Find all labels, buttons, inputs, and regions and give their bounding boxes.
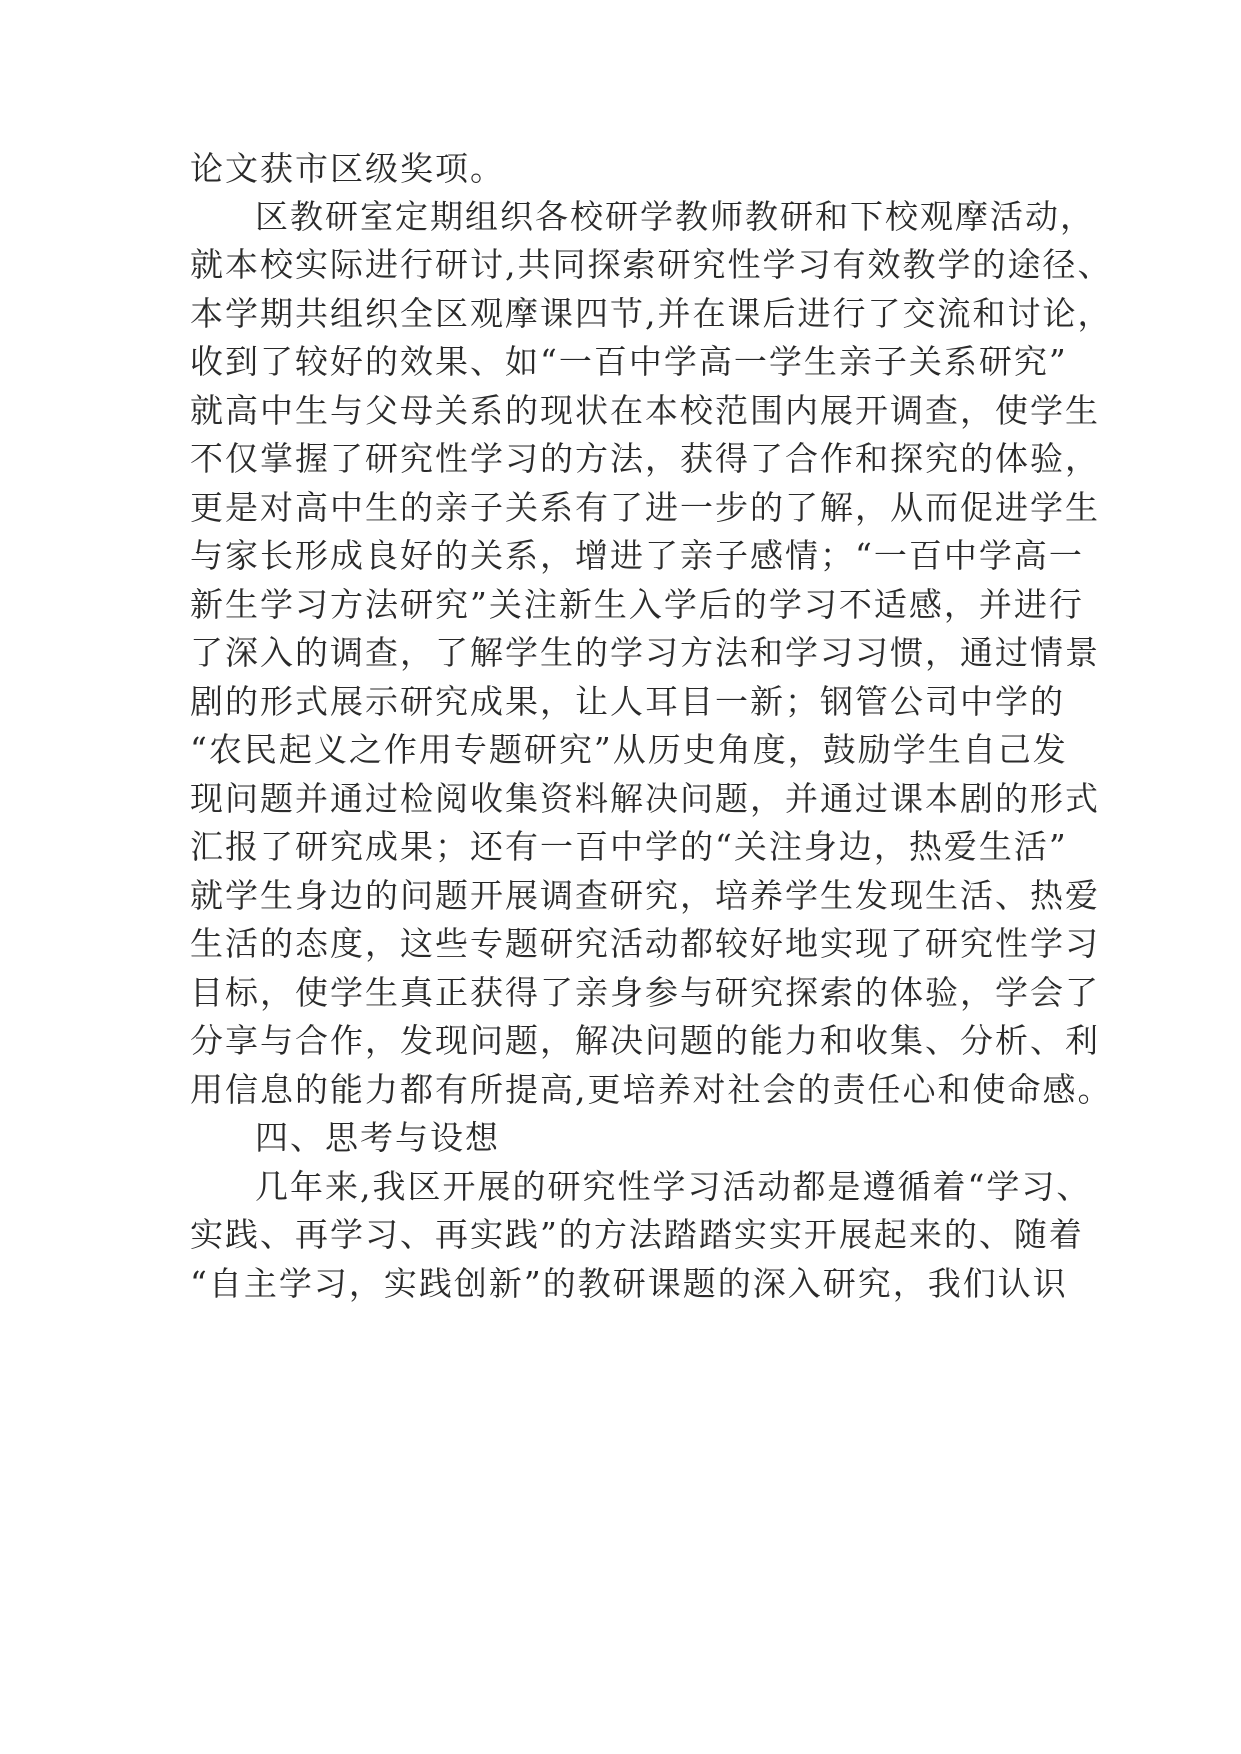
text-line: 论文获市区级奖项。 [190,149,505,188]
text-line: 不仅掌握了研究性学习的方法，获得了合作和探究的体验， [190,439,1100,478]
text-line: 了深入的调查，了解学生的学习方法和学习习惯，通过情景 [190,633,1100,672]
text-line: 就高中生与父母关系的现状在本校范围内展开调查，使学生 [190,391,1100,430]
paragraph-first-line: 区教研室定期组织各校研学教师教研和下校观摩活动， [255,197,1095,236]
text-line: 生活的态度，这些专题研究活动都较好地实现了研究性学习 [190,924,1100,963]
text-line: 就本校实际进行研讨,共同探索研究性学习有效教学的途径、 [190,245,1113,284]
text-line: “自主学习，实践创新”的教研课题的深入研究，我们认识 [190,1264,1068,1303]
text-line: 汇报了研究成果；还有一百中学的“关注身边，热爱生活” [190,827,1068,866]
text-line: 剧的形式展示研究成果，让人耳目一新；钢管公司中学的 [190,682,1065,721]
text-line: 新生学习方法研究”关注新生入学后的学习不适感，并进行 [190,585,1084,624]
section-heading: 四、思考与设想 [255,1118,500,1157]
text-line: 实践、再学习、再实践”的方法踏踏实实开展起来的、随着 [190,1215,1084,1254]
text-line: 收到了较好的效果、如“一百中学高一学生亲子关系研究” [190,342,1068,381]
text-line: 目标，使学生真正获得了亲身参与研究探索的体验，学会了 [190,973,1100,1012]
text-line: 用信息的能力都有所提高,更培养对社会的责任心和使命感。 [190,1070,1113,1109]
text-line: 本学期共组织全区观摩课四节,并在课后进行了交流和讨论， [190,294,1113,333]
text-line: 与家长形成良好的关系，增进了亲子感情；“一百中学高一 [190,536,1084,575]
text-line: “农民起义之作用专题研究”从历史角度，鼓励学生自己发 [190,730,1068,769]
text-line: 就学生身边的问题开展调查研究，培养学生发现生活、热爱 [190,876,1100,915]
paragraph-first-line: 几年来,我区开展的研究性学习活动都是遵循着“学习、 [255,1167,1092,1206]
text-line: 更是对高中生的亲子关系有了进一步的了解，从而促进学生 [190,488,1100,527]
text-line: 现问题并通过检阅收集资料解决问题，并通过课本剧的形式 [190,779,1100,818]
text-line: 分享与合作，发现问题，解决问题的能力和收集、分析、利 [190,1021,1100,1060]
